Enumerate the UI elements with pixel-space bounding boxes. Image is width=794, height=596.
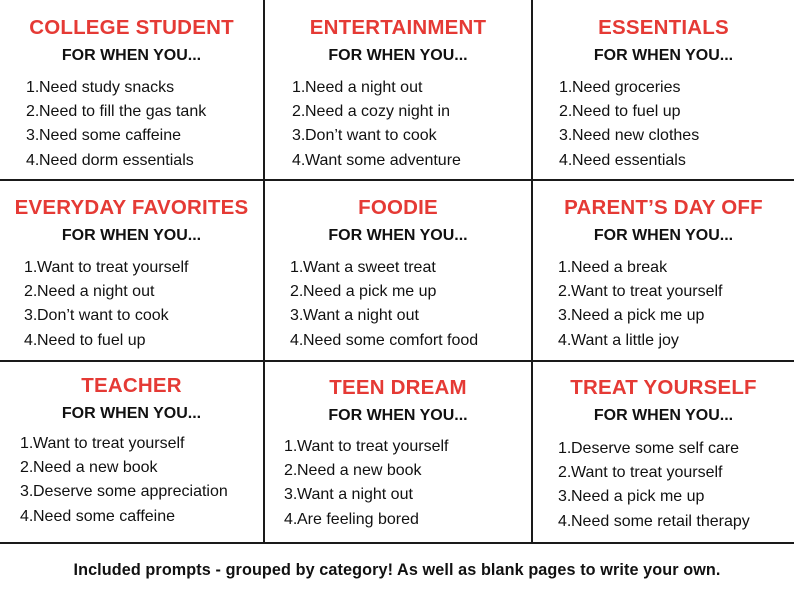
category-title: ENTERTAINMENT <box>309 16 487 39</box>
prompt-list <box>0 256 263 353</box>
category-title: TEEN DREAM <box>329 376 467 399</box>
list-item: 1. Deserve some self care <box>558 440 740 457</box>
list-item: 1. Need a break <box>558 259 668 276</box>
category-title: COLLEGE STUDENT <box>29 16 234 39</box>
list-item: 3. Need new clothes <box>559 127 700 145</box>
list-item: 4. Need dorm essentials <box>26 151 194 169</box>
category-title: PARENT’S DAY OFF <box>564 196 763 219</box>
list-item: 1. Want to treat yourself <box>20 435 185 452</box>
prompt-list <box>533 437 794 534</box>
list-item: 4. Are feeling bored <box>284 510 419 528</box>
list-item: 3. Need a pick me up <box>558 488 705 506</box>
list-item: 4. Need some comfort food <box>290 331 479 349</box>
list-item: 1. Need a night out <box>292 79 423 96</box>
list-item: 4. Want some adventure <box>292 151 461 169</box>
list-item: 3. Want a night out <box>284 486 413 504</box>
list-item: 1. Want to treat yourself <box>284 438 449 455</box>
category-subtitle: FOR WHEN YOU... <box>328 407 468 424</box>
prompt-list <box>0 76 263 173</box>
list-item: 2. Want to treat yourself <box>558 283 723 301</box>
list-item: 1. Need study snacks <box>26 79 175 96</box>
list-item: 4. Want a little joy <box>558 331 679 349</box>
list-item: 2. Need a pick me up <box>290 283 437 301</box>
list-item: 2. Need a cozy night in <box>292 103 450 121</box>
prompt-list <box>533 76 794 173</box>
prompt-list <box>265 76 531 173</box>
footer-caption: Included prompts - grouped by category! As well as blank pages to write your own. <box>73 561 721 579</box>
category-card-parents-day-off <box>533 196 794 353</box>
category-subtitle: FOR WHEN YOU... <box>61 405 202 422</box>
list-item: 3. Need a pick me up <box>558 307 705 325</box>
prompt-list <box>533 256 794 353</box>
category-card-college-student <box>0 16 263 173</box>
category-subtitle: FOR WHEN YOU... <box>328 227 468 244</box>
category-card-teen-dream <box>265 376 531 532</box>
list-item: 4. Need to fuel up <box>24 331 146 349</box>
category-card-entertainment <box>265 16 531 173</box>
category-title: EVERYDAY FAVORITES <box>14 196 249 219</box>
list-item: 3. Deserve some appreciation <box>20 483 228 501</box>
grid-divider-horizontal <box>0 179 794 181</box>
category-card-essentials <box>533 16 794 173</box>
category-subtitle: FOR WHEN YOU... <box>593 227 734 244</box>
list-item: 4. Need some caffeine <box>20 507 176 525</box>
prompt-list <box>265 256 531 353</box>
category-subtitle: FOR WHEN YOU... <box>328 47 468 64</box>
list-item: 3. Want a night out <box>290 307 419 325</box>
list-item: 1. Want to treat yourself <box>24 259 189 276</box>
list-item: 3. Don’t want to cook <box>24 307 169 325</box>
list-item: 4. Need essentials <box>559 151 686 169</box>
list-item: 2. Need to fuel up <box>559 103 681 121</box>
list-item: 3. Need some caffeine <box>26 127 182 145</box>
category-title: FOODIE <box>358 196 438 219</box>
prompt-list <box>265 435 531 532</box>
category-card-treat-yourself <box>533 376 794 534</box>
grid-divider-horizontal <box>0 360 794 362</box>
category-card-everyday-favorites <box>0 196 263 353</box>
list-item: 4. Need some retail therapy <box>558 512 750 530</box>
list-item: 1. Need groceries <box>559 79 681 96</box>
category-subtitle: FOR WHEN YOU... <box>593 47 734 64</box>
list-item: 1. Want a sweet treat <box>290 259 436 276</box>
list-item: 2. Need a new book <box>20 459 158 477</box>
prompt-list <box>0 432 263 529</box>
category-title: ESSENTIALS <box>598 16 729 39</box>
category-subtitle: FOR WHEN YOU... <box>61 227 202 244</box>
category-title: TREAT YOURSELF <box>570 376 757 399</box>
category-subtitle: FOR WHEN YOU... <box>61 47 202 64</box>
list-item: 2. Need to fill the gas tank <box>26 103 207 121</box>
list-item: 3. Don’t want to cook <box>292 127 437 145</box>
category-subtitle: FOR WHEN YOU... <box>593 407 734 424</box>
list-item: 2. Need a new book <box>284 462 422 480</box>
list-item: 2. Need a night out <box>24 283 155 301</box>
category-card-teacher <box>0 374 263 529</box>
category-title: TEACHER <box>81 374 182 397</box>
category-card-foodie <box>265 196 531 353</box>
list-item: 2. Want to treat yourself <box>558 464 723 482</box>
